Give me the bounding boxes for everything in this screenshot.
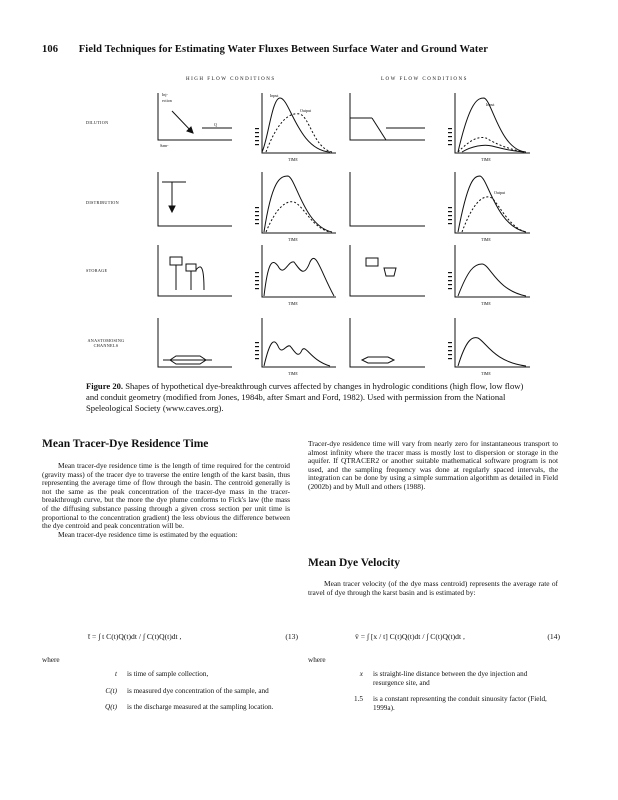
row-label-storage: STORAGE xyxy=(86,268,108,273)
distribution-high-conduit xyxy=(158,172,232,226)
right-where: where xyxy=(308,656,326,664)
row-label-distribution: DISTRIBUTION xyxy=(86,200,119,205)
label-sampling: Sam- xyxy=(160,143,169,148)
label-input-curve: Input xyxy=(270,93,279,98)
right-para-1: Tracer-dye residence time will vary from nearly zero for instantaneous transport to almost infinity where the tracer mass is mostly lost to dispersion or storage in the aquifer. If QTRACER2 or another suitable mathematical software program is not used, and the sampling frequency was done at regularly spaced intervals, the integration can be done by using a simple summation algorithm as detailed in Field (2002b) and by Mull and others (1988). xyxy=(308,439,558,491)
time-axis-label-7: TIME xyxy=(288,371,298,376)
dilution-high-curve xyxy=(262,93,336,153)
distribution-low-curve xyxy=(455,172,530,233)
storage-low-curve xyxy=(455,245,530,297)
equation-14-number: (14) xyxy=(547,632,560,641)
time-axis-label-1: TIME xyxy=(288,157,298,162)
row-label-anastomosing: ANASTOMOSING CHANNELS xyxy=(87,338,125,348)
caption-text: Shapes of hypothetical dye-breakthrough curves affected by changes in hydrologic conditions (high flow, low flow) and conduit geometry (modified from Jones, 1984b, after Smart and Ford, 1982). Used with permission from the National Speleological Society (www.caves.org). xyxy=(86,381,524,414)
label-output-curve: Output xyxy=(300,108,312,113)
equation-13-number: (13) xyxy=(285,632,298,641)
figure-caption xyxy=(86,381,526,415)
residence-para-1: Mean tracer-dye residence time is the length of time required for the centroid (gravity mass) of the tracer dye to traverse the entire length of the karst basin, thus representing the average time of flow through the basin. The centroid generally is not the same as the peak concentration of the tracer-dye mass in the tracer-breakthrough curve, but the more the dye plume conforms to Fick's law (the mass of the diffusing substance passing through a given cross section per unit time is proportional to the concentration gradient) the less obvious the difference between the dye centroid and peak concentration will be. xyxy=(42,461,290,531)
equation-14 xyxy=(355,632,560,641)
label-low-input: Input xyxy=(486,102,495,107)
running-title: Field Techniques for Estimating Water Fluxes Between Surface Water and Ground Water xyxy=(78,44,488,55)
heading-mean-velocity: Mean Dye Velocity xyxy=(308,557,400,569)
right-body-2 xyxy=(308,580,558,597)
label-injection-b: ection xyxy=(162,98,172,103)
high-flow-heading: HIGH FLOW CONDITIONS xyxy=(186,77,276,82)
row-label-dilution: DILUTION xyxy=(86,120,109,125)
heading-residence-time: Mean Tracer-Dye Residence Time xyxy=(42,438,209,450)
page-number: 106 xyxy=(42,44,59,55)
right-definitions xyxy=(308,670,558,712)
velocity-para: Mean tracer velocity (of the dye mass centroid) represents the average rate of travel of dye through the karst basin and is estimated by: xyxy=(308,579,558,597)
time-axis-label-4: TIME xyxy=(481,237,491,242)
left-definitions xyxy=(42,670,292,712)
breakthrough-figure xyxy=(0,0,618,380)
time-axis-label-3: TIME xyxy=(288,237,298,242)
right-body-1 xyxy=(308,440,558,492)
anastomosing-high-conduit xyxy=(158,318,232,367)
definition-t: t is time of sample collection, xyxy=(115,670,209,678)
anastomosing-high-curve xyxy=(262,318,336,367)
time-axis-label-6: TIME xyxy=(481,301,491,306)
distribution-low-conduit xyxy=(350,172,425,226)
storage-high-curve xyxy=(262,245,336,297)
equation-14-text: v̄ = ∫ [x / t] C(t)Q(t)dt / ∫ C(t)Q(t)dt , xyxy=(355,632,465,641)
left-where: where xyxy=(42,656,60,664)
residence-para-2: Mean tracer-dye residence time is estimated by the equation: xyxy=(58,529,238,539)
low-flow-heading: LOW FLOW CONDITIONS xyxy=(381,77,468,82)
distribution-high-curve xyxy=(262,172,336,233)
label-q: Q xyxy=(214,122,217,127)
definition-qt: Q(t) is the discharge measured at the sampling location. xyxy=(105,703,274,712)
caption-label: Figure 20. xyxy=(86,381,124,391)
time-axis-label-8: TIME xyxy=(481,371,491,376)
dilution-low-conduit xyxy=(350,93,425,140)
definition-ct: C(t) is measured dye concentration of the sample, and xyxy=(105,686,269,695)
storage-low-conduit xyxy=(350,245,425,296)
label-injection: Inj- xyxy=(162,92,168,97)
equation-13 xyxy=(88,632,298,641)
storage-high-conduit xyxy=(158,245,232,296)
left-body xyxy=(42,462,290,539)
label-low-output: Output xyxy=(494,190,506,195)
anastomosing-low-curve xyxy=(455,318,530,367)
time-axis-label-5: TIME xyxy=(288,301,298,306)
time-axis-label-2: TIME xyxy=(481,157,491,162)
anastomosing-low-conduit xyxy=(350,318,425,367)
equation-13-text: t̄ = ∫ t C(t)Q(t)dt / ∫ C(t)Q(t)dt , xyxy=(88,632,182,641)
definition-sinuosity: 1.5 is a constant representing the conduit sinuosity factor (Field, 1999a). xyxy=(354,695,547,712)
definition-x: x is straight-line distance between the dye injection and resurgence site, and xyxy=(359,670,528,687)
